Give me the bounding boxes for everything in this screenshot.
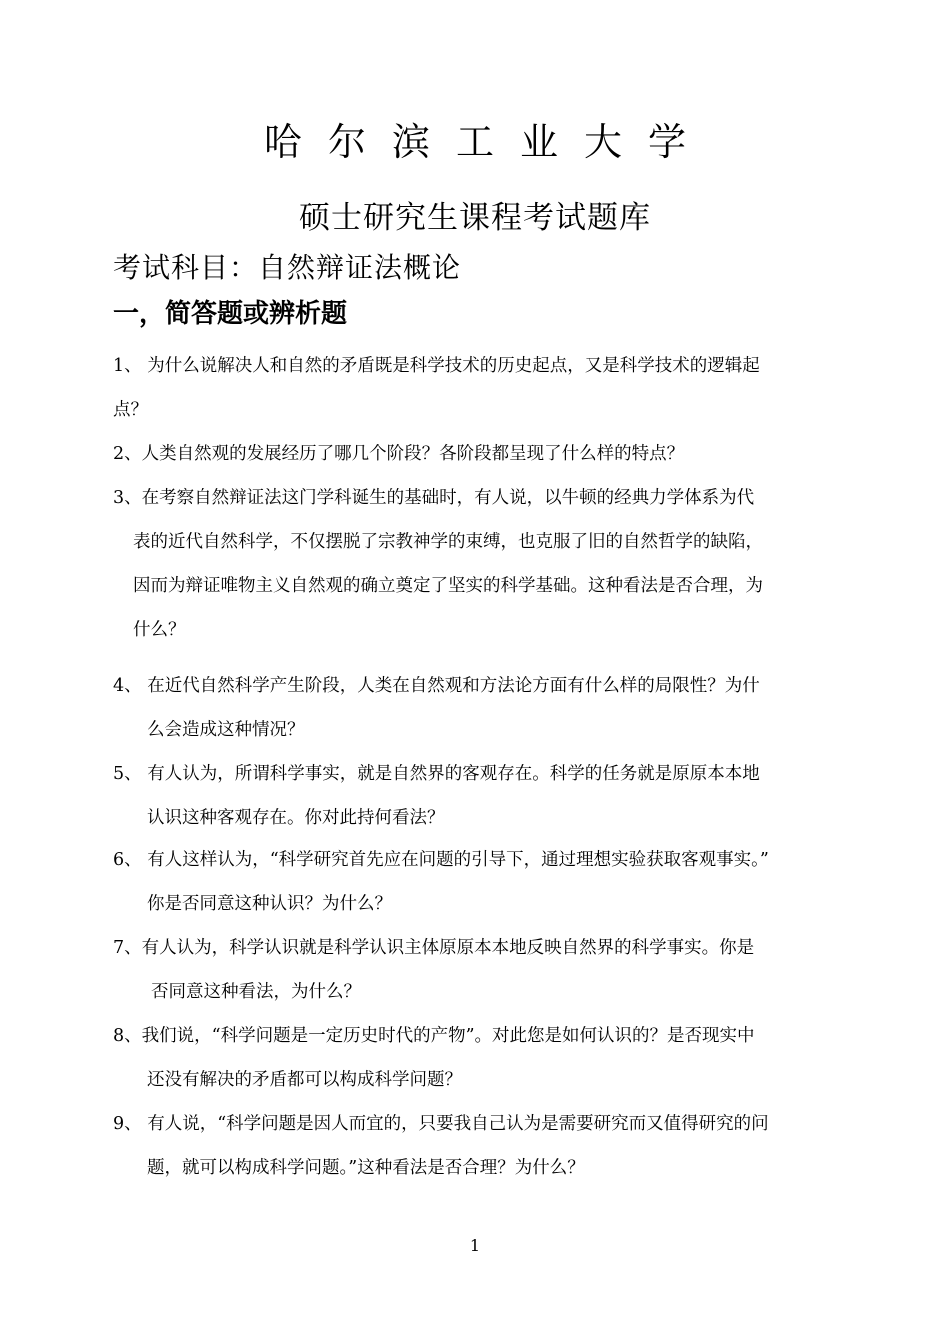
question-number: 4、: [113, 676, 142, 696]
question-number: 9、: [113, 1114, 142, 1134]
question-item: [113, 752, 825, 840]
question-text: 我们说，“科学问题是一定历史时代的产物”。对此您是如何认识的？是否现实中: [141, 1026, 755, 1046]
question-first-line: [113, 664, 825, 708]
question-number: 8、: [113, 1026, 142, 1046]
page-number: 1: [469, 1236, 481, 1255]
question-item: [113, 1102, 825, 1190]
question-text: 有人认为，所谓科学事实，就是自然界的客观存在。科学的任务就是原原本本地: [141, 764, 760, 784]
question-continuation: 点？: [113, 400, 148, 420]
question-first-line: [113, 476, 825, 520]
question-item: [113, 838, 825, 926]
question-item: [113, 1014, 825, 1102]
section-heading: 一，简答题或辨析题: [113, 299, 348, 329]
question-first-line: [113, 344, 825, 388]
question-first-line: [113, 1014, 825, 1058]
question-text: 有人认为，科学认识就是科学认识主体原原本本地反映自然界的科学事实。你是: [141, 938, 755, 958]
question-continuation: 你是否同意这种认识？为什么？: [147, 894, 392, 914]
question-continuation: 认识这种客观存在。你对此持何看法？: [147, 808, 445, 828]
university-title: 哈尔滨工业大学: [263, 120, 712, 164]
question-text: 在考察自然辩证法这门学科诞生的基础时，有人说，以牛顿的经典力学体系为代: [141, 488, 755, 508]
question-continuation: 表的近代自然科学，不仅摆脱了宗教神学的束缚，也克服了旧的自然哲学的缺陷，: [133, 532, 763, 552]
question-number: 1、: [113, 356, 142, 376]
question-first-line: [113, 838, 825, 882]
question-item: [113, 432, 825, 476]
question-text: 有人这样认为，“科学研究首先应在问题的引导下，通过理想实验获取客观事实。”: [141, 850, 769, 870]
question-continuation: 题，就可以构成科学问题。”这种看法是否合理？为什么？: [147, 1158, 585, 1178]
question-number: 3、: [113, 488, 142, 508]
question-number: 2、: [113, 444, 142, 464]
question-item: [113, 344, 825, 432]
question-continuation: 因而为辩证唯物主义自然观的确立奠定了坚实的科学基础。这种看法是否合理，为: [133, 576, 763, 596]
question-first-line: [113, 752, 825, 796]
question-text: 为什么说解决人和自然的矛盾既是科学技术的历史起点，又是科学技术的逻辑起: [141, 356, 760, 376]
question-item: [113, 476, 825, 652]
question-text: 人类自然观的发展经历了哪几个阶段？各阶段都呈现了什么样的特点？: [141, 444, 685, 464]
exam-subject: 考试科目：自然辩证法概论: [113, 251, 462, 284]
question-item: [113, 926, 825, 1014]
question-number: 5、: [113, 764, 142, 784]
question-text: 在近代自然科学产生阶段，人类在自然观和方法论方面有什么样的局限性？为什: [141, 676, 760, 696]
question-continuation: 么会造成这种情况？: [147, 720, 305, 740]
question-item: [113, 664, 825, 752]
question-bank-title: 硕士研究生课程考试题库: [299, 200, 651, 236]
question-continuation: 否同意这种看法，为什么？: [151, 982, 361, 1002]
question-number: 6、: [113, 850, 142, 870]
question-continuation: 还没有解决的矛盾都可以构成科学问题？: [147, 1070, 462, 1090]
question-continuation: 什么？: [133, 620, 186, 640]
question-first-line: [113, 432, 825, 476]
question-first-line: [113, 1102, 825, 1146]
question-first-line: [113, 926, 825, 970]
question-text: 有人说，“科学问题是因人而宜的，只要我自己认为是需要研究而又值得研究的问: [141, 1114, 769, 1134]
question-number: 7、: [113, 938, 142, 958]
